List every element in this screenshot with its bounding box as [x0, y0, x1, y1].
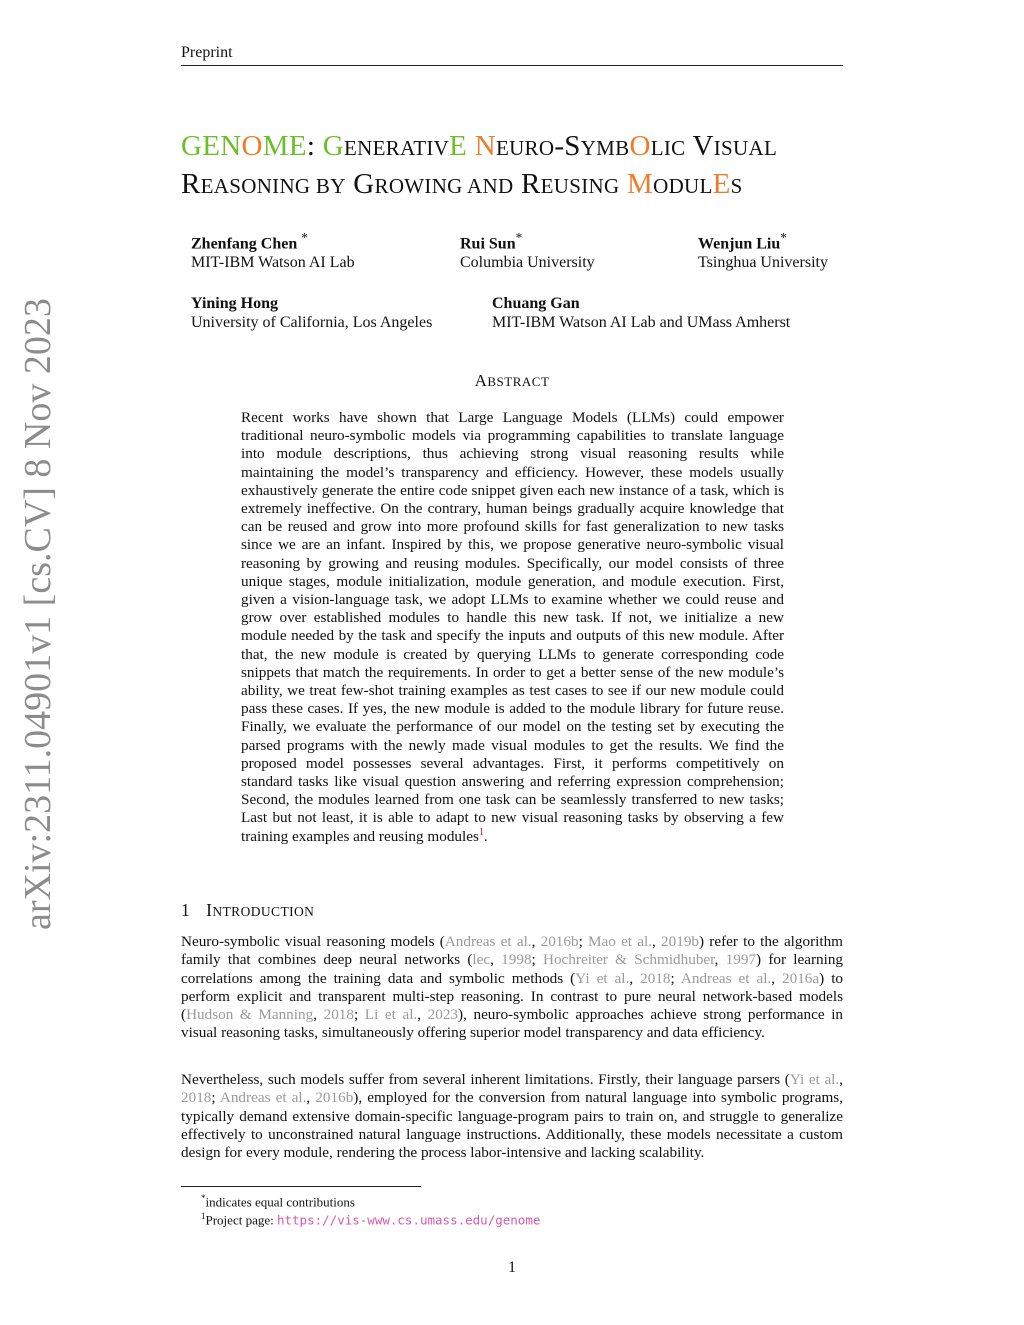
paper-title: [181, 128, 861, 204]
citation-link[interactable]: 2023: [427, 1006, 459, 1024]
intro-paragraph-2: [181, 1071, 843, 1162]
text-run: ) to perform explicit and transparent multi-step reasoning. In contrast to pure neural network-based models (: [181, 969, 844, 1024]
citation-link[interactable]: lec: [472, 951, 491, 969]
author-name: Yining Hong: [191, 295, 278, 312]
footnote-link-1[interactable]: 1: [478, 826, 484, 838]
author-name: Chuang Gan: [492, 295, 580, 312]
footnote-rule: [181, 1186, 421, 1187]
footnote-text: indicates equal contributions: [205, 1194, 355, 1210]
title-w3-end: LIC: [650, 136, 686, 160]
footnote-text: Project page:: [205, 1212, 277, 1228]
title-w1-cap: G: [322, 130, 345, 162]
section-number: 1: [181, 900, 191, 920]
equal-contribution-mark: *: [515, 230, 523, 245]
abstract-heading-cap: A: [474, 371, 488, 390]
citation-sep: ,: [771, 969, 783, 987]
author-name: Wenjun Liu: [698, 235, 781, 253]
citation-link[interactable]: 2019b: [661, 933, 699, 950]
author-affiliation: University of California, Los Angeles: [191, 314, 433, 331]
title-w7-cap: R: [521, 168, 541, 200]
title-w6-rest: ROWING AND: [374, 174, 514, 198]
title-w8-end: S: [730, 174, 743, 198]
author-block: [191, 228, 355, 272]
citation-sep: ,: [490, 951, 502, 969]
citation-link[interactable]: Li et al.: [364, 1006, 418, 1024]
citation-link[interactable]: Andreas et al.: [444, 933, 532, 950]
text-run: Neuro-symbolic visual reasoning models (: [181, 933, 445, 950]
abstract-heading: [0, 371, 1024, 391]
citation-sep: ,: [839, 1071, 843, 1088]
author-block: [698, 228, 828, 272]
citation-sep: ,: [714, 951, 726, 969]
citation-sep: ,: [306, 1089, 316, 1107]
section-heading-introduction: [181, 900, 314, 921]
author-name: Rui Sun: [460, 235, 516, 253]
title-w3-cap: S: [564, 130, 581, 162]
title-w3-o: O: [629, 130, 651, 162]
text-run: ) for learning correlations among the training data and symbolic methods (: [181, 951, 844, 987]
citation-sep: ,: [629, 969, 641, 987]
abstract-end: .: [483, 827, 488, 845]
citation-link[interactable]: 2016a: [782, 969, 820, 987]
title-line-1: [181, 128, 861, 166]
title-acronym-gen: GEN: [181, 130, 242, 162]
title-w4-cap: V: [692, 130, 714, 162]
citation-link[interactable]: 1998: [501, 951, 532, 969]
title-w5-cap: R: [181, 168, 201, 200]
author-block: [460, 228, 595, 272]
title-w8-rest: ODUL: [653, 174, 713, 198]
citation-link[interactable]: Hudson & Manning: [186, 1006, 314, 1024]
citation-link[interactable]: Yi et al.: [575, 969, 630, 987]
title-w8-e: E: [712, 168, 731, 200]
citation-link[interactable]: Andreas et al.: [219, 1089, 307, 1107]
citation-link[interactable]: 2018: [323, 1006, 354, 1024]
citation-link[interactable]: 2018: [181, 1089, 212, 1107]
citation-sep: ,: [313, 1006, 324, 1024]
author-affiliation: MIT-IBM Watson AI Lab and UMass Amherst: [492, 314, 791, 331]
footnote-mark: *: [201, 1193, 206, 1203]
citation-link[interactable]: 1997: [725, 951, 757, 969]
title-w1-end: E: [449, 130, 468, 162]
title-w2-rest: EURO: [495, 136, 555, 160]
text-run: ) refer to the algorithm family that combines deep neural networks (: [181, 933, 843, 969]
author-affiliation: Columbia University: [460, 254, 595, 272]
title-colon: :: [306, 130, 316, 162]
running-header: Preprint: [181, 44, 233, 61]
citation-link[interactable]: 2016b: [540, 933, 579, 950]
footnote-project-page: [201, 1208, 540, 1228]
citation-link[interactable]: Andreas et al.: [680, 969, 772, 987]
citation-sep: ,: [652, 933, 662, 950]
title-w1-rest: ENERATIV: [344, 136, 450, 160]
citation-link[interactable]: Yi et al.: [789, 1071, 840, 1088]
section-heading-cap: I: [206, 900, 213, 920]
equal-contribution-mark: *: [301, 230, 308, 245]
citation-sep: ;: [211, 1089, 220, 1107]
intro-paragraph-1: [181, 933, 843, 1043]
citation-link[interactable]: 2016b: [315, 1089, 354, 1107]
citation-sep: ;: [670, 969, 681, 987]
citation-sep: ,: [417, 1006, 428, 1024]
title-w2-cap: N: [474, 130, 496, 162]
author-block: [492, 294, 790, 332]
footnote-mark: 1: [201, 1211, 206, 1221]
citation-link[interactable]: Mao et al.: [588, 933, 653, 950]
author-affiliation: Tsinghua University: [698, 254, 828, 272]
author-affiliation: MIT-IBM Watson AI Lab: [191, 254, 355, 272]
title-acronym-o: O: [241, 130, 263, 162]
section-heading-rest: NTRODUCTION: [212, 904, 315, 919]
text-run: ), employed for the conversion from natural language into symbolic programs, typically demand extensive domain-specific language-program pairs to train on, and struggle to generalize effectively to unconstrained natural language instructions. Additionally, these models necessitate a custom design for every module, rendering the process labor-intensive and lacking scalability.: [181, 1089, 844, 1162]
equal-contribution-mark: *: [780, 230, 787, 245]
citation-sep: ;: [578, 933, 589, 950]
title-acronym-me: ME: [262, 130, 307, 162]
citation-sep: ,: [531, 933, 541, 950]
text-run: Nevertheless, such models suffer from several inherent limitations. Firstly, their language parsers (: [181, 1071, 790, 1088]
arxiv-identifier[interactable]: arXiv:2311.04901v1 [cs.CV] 8 Nov 2023: [17, 298, 59, 930]
title-w5-rest: EASONING BY: [200, 174, 346, 198]
title-hyphen: -: [554, 130, 565, 162]
citation-link[interactable]: Hochreiter & Schmidhuber: [543, 951, 715, 969]
abstract-text: Recent works have shown that Large Language Models (LLMs) could empower traditional neuro-symbolic models via programming capabilities to translate language into module descriptions, thus achieving strong visual reasoning results while maintaining the model’s transparency and efficiency. However, these models usually exhaustively generate the entire code snippet given each new instance of a task, which is extremely ineffective. On the contrary, human beings gradually acquire knowledge that can be reused and grow into more profound skills for fast generalization to new tasks since we are an infant. Inspired by this, we propose generative neuro-symbolic visual reasoning by growing and reusing modules. Specifically, our model consists of three unique stages, module initialization, module generation, and module execution. First, given a vision-language task, we adopt LLMs to examine whether we could reuse and grow over established modules to handle this new task. If not, we initialize a new module needed by the task and specify the inputs and outputs of this new module. After that, the new module is created by querying LLMs to generate corresponding code snippets that match the requirements. In order to get a better sense of the new module’s ability, we treat few-shot training examples as test cases to see if our new module could pass these cases. If yes, the new module is added to the module library for future reuse. Finally, we evaluate the performance of our model on the testing set by executing the parsed programs with the newly made visual modules to get the results. We find the proposed model possesses several advantages. First, it performs competitively on standard tasks like visual question answering and referring expression comprehension; Second, the modules learned from one task can be seamlessly transferred to new tasks; Last but not least, it is able to adapt to new visual reasoning tasks by observing a few training examples and reusing modules: [241, 409, 784, 845]
title-line-2: [181, 166, 861, 204]
project-page-link[interactable]: https://vis-www.cs.umass.edu/genome: [276, 1212, 541, 1228]
page-number: 1: [508, 1259, 516, 1276]
citation-link[interactable]: 2018: [640, 969, 671, 987]
header-rule: [181, 65, 843, 66]
abstract-heading-rest: BSTRACT: [487, 374, 550, 389]
author-name: Zhenfang Chen: [191, 235, 298, 253]
text-run: ), neuro-symbolic approaches achieve strong performance in visual reasoning tasks, simultaneously offering superior model transparency and data efficiency.: [181, 1006, 844, 1042]
title-w8-cap: M: [627, 168, 654, 200]
title-w4-rest: ISUAL: [713, 136, 778, 160]
author-block: [191, 294, 432, 332]
abstract-body: [241, 409, 784, 846]
title-w7-rest: EUSING: [540, 174, 620, 198]
citation-sep: ;: [531, 951, 543, 969]
title-w3-rest: YMB: [580, 136, 630, 160]
citation-sep: ;: [353, 1006, 365, 1024]
title-w6-cap: G: [353, 168, 375, 200]
